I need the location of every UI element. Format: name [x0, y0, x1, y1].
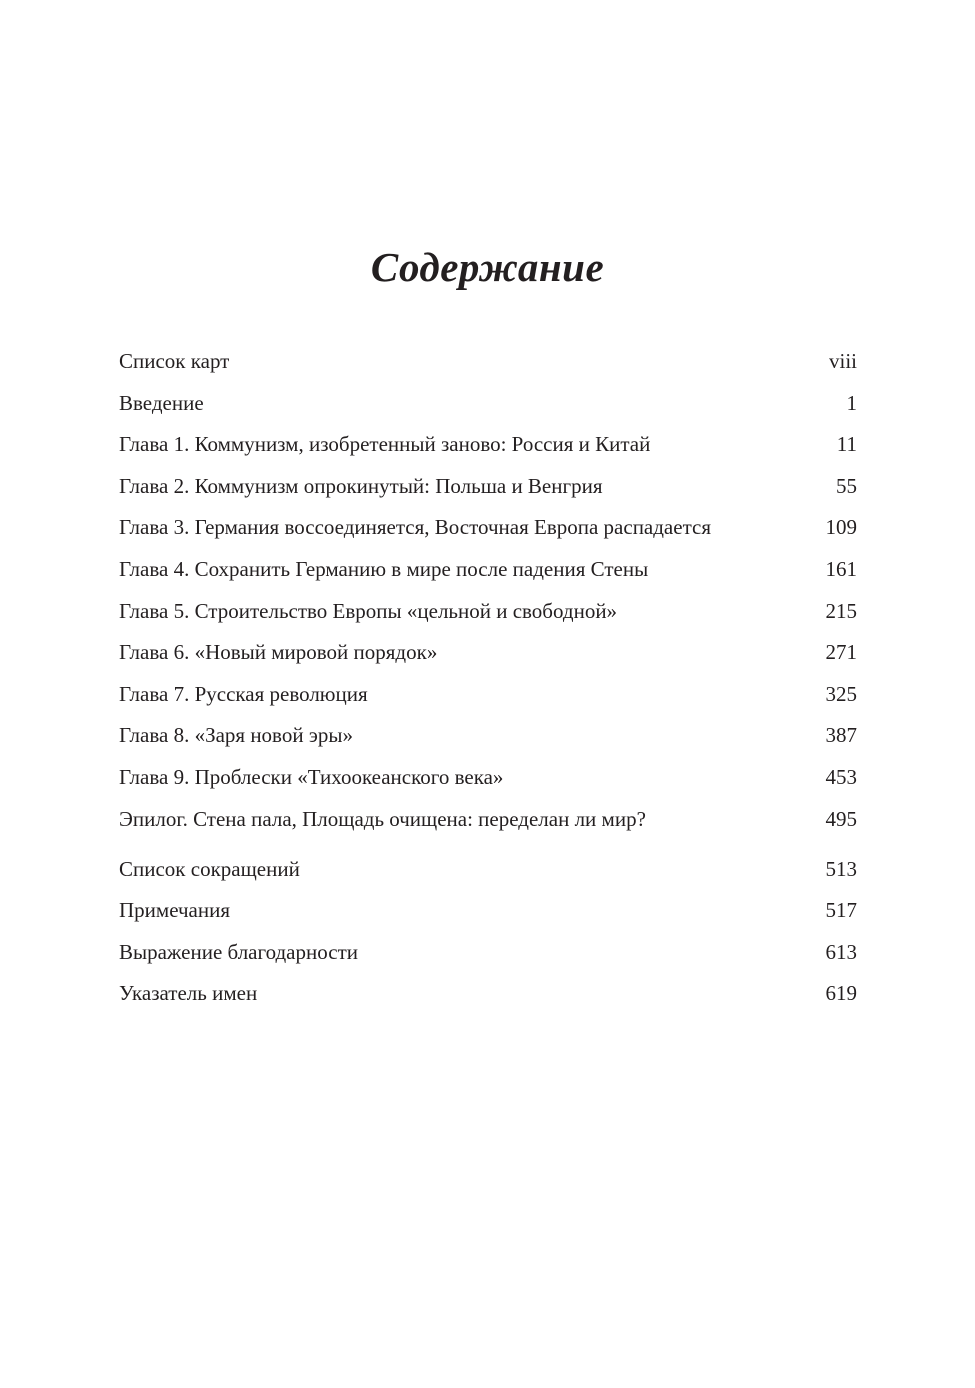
toc-entry-title: Выражение благодарности	[119, 939, 358, 964]
toc-entry-index-of-names	[119, 973, 857, 1015]
toc-entry-page: 161	[825, 556, 857, 581]
toc-entry-page: 453	[825, 764, 857, 789]
toc-entry-page: 215	[825, 598, 857, 623]
toc-entry-page: 1	[846, 390, 857, 415]
toc-entry-page: 55	[836, 473, 857, 498]
toc-entry-title: Глава 5. Строительство Европы «цельной и свободной»	[119, 598, 618, 623]
toc-entry-page: 387	[825, 723, 857, 748]
toc-entry-title: Глава 2. Коммунизм опрокинутый: Польша и Венгрия	[119, 473, 603, 498]
toc-entry-page: 517	[825, 898, 857, 923]
toc-entry-abbreviations	[119, 849, 857, 891]
toc-entry-chapter-3	[119, 507, 857, 549]
toc-entry-chapter-7	[119, 674, 857, 716]
toc-entry-title: Указатель имен	[119, 981, 258, 1006]
toc-entry-title: Глава 8. «Заря новой эры»	[119, 723, 353, 748]
toc-entry-page: 613	[825, 939, 857, 964]
toc-entry-chapter-5	[119, 591, 857, 633]
toc-entry-chapter-2	[119, 466, 857, 508]
toc-entry-title: Глава 6. «Новый мировой порядок»	[119, 640, 438, 665]
toc-entry-title: Глава 3. Германия воссоединяется, Восточная Европа распадается	[119, 515, 711, 540]
toc-entry-chapter-4	[119, 549, 857, 591]
toc-entry-page: 619	[825, 981, 857, 1006]
table-of-contents	[119, 341, 857, 1015]
toc-entry-epilogue	[119, 799, 857, 841]
toc-entry-title: Список карт	[119, 349, 230, 373]
page-title: Содержание	[370, 244, 605, 291]
toc-entry-acknowledgements	[119, 932, 857, 974]
toc-entry-title: Глава 7. Русская революция	[119, 681, 368, 706]
toc-entry-title: Примечания	[119, 898, 231, 923]
toc-entry-page: 495	[825, 806, 857, 831]
toc-entry-introduction	[119, 383, 857, 425]
toc-entry-chapter-1	[119, 424, 857, 466]
toc-entry-title: Эпилог. Стена пала, Площадь очищена: переделан ли мир?	[119, 806, 646, 831]
toc-entry-notes	[119, 890, 857, 932]
toc-entry-page: 11	[836, 432, 857, 457]
toc-entry-title: Введение	[119, 390, 204, 415]
toc-entry-chapter-8	[119, 715, 857, 757]
toc-entry-page: 513	[825, 856, 857, 881]
toc-entry-title: Глава 4. Сохранить Германию в мире после падения Стены	[119, 556, 649, 581]
toc-entry-title: Глава 1. Коммунизм, изобретенный заново: Россия и Китай	[119, 432, 651, 457]
toc-entry-page: viii	[828, 349, 857, 373]
toc-entry-page: 271	[825, 640, 857, 665]
toc-entry-title: Список сокращений	[119, 856, 300, 881]
toc-entry-title: Глава 9. Проблески «Тихоокеанского века»	[119, 764, 504, 789]
toc-entry-page: 109	[825, 515, 857, 540]
toc-entry-chapter-9	[119, 757, 857, 799]
toc-entry-chapter-6	[119, 632, 857, 674]
toc-entry-page: 325	[825, 681, 857, 706]
toc-entry-list-of-maps	[119, 341, 857, 383]
